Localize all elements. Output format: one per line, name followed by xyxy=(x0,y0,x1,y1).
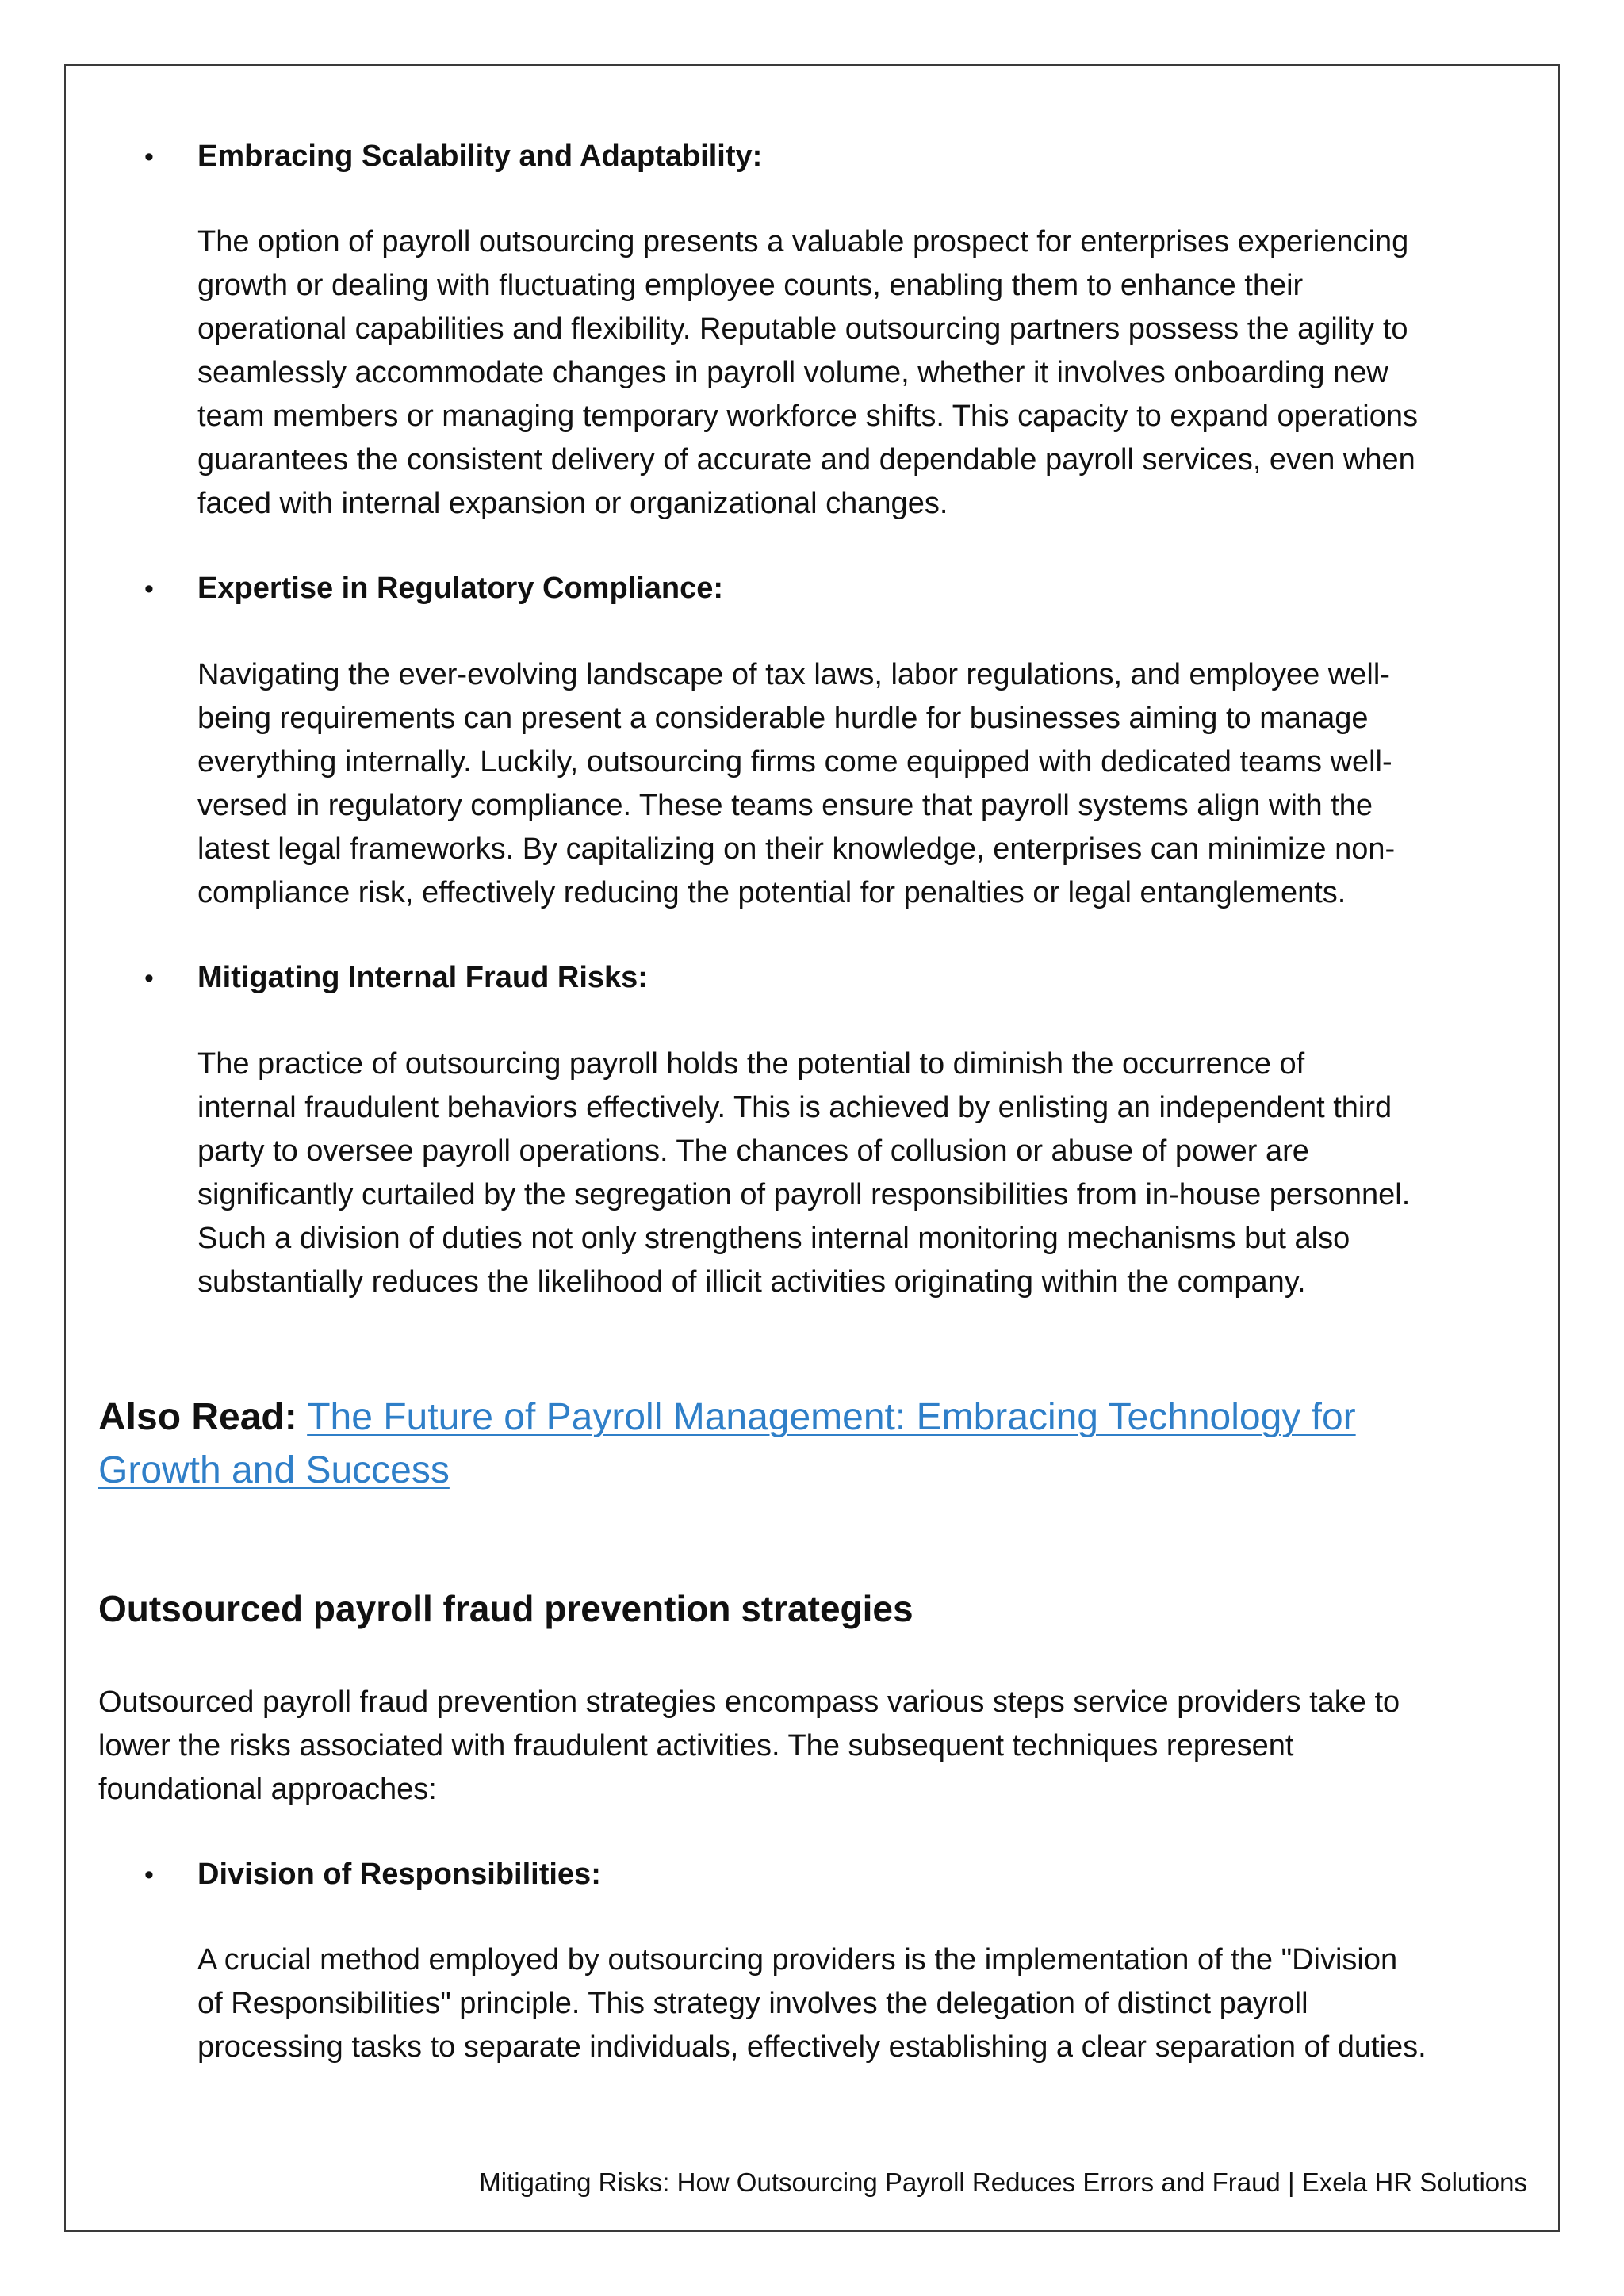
paragraph-compliance: Navigating the ever-evolving landscape of tax laws, labor regulations, and employee well- being requirements can present a considerable hurdle for businesses aiming to manage everything internally. Luckily, outsourcing firms come equipped with dedicated teams well- versed in regulatory compliance. These teams ensure that payroll systems align with the latest legal frameworks. By capitalizing on their knowledge, enterprises can minimize non- compliance risk, effectively reducing the potential for penalties or legal entanglements. xyxy=(197,658,1396,909)
bullet-scalability xyxy=(144,135,762,179)
bullet-fraud-risks xyxy=(144,956,648,1001)
paragraph-scalability: The option of payroll outsourcing presents a valuable prospect for enterprises experiencing growth or dealing with fluctuating employee counts, enabling them to enhance their operational capabilities and flexibility. Reputable outsourcing partners possess the agility to seamlessly accommodate changes in payroll volume, whether it involves onboarding new team members or managing temporary workforce shifts. This capacity to expand operations guarantees the consistent delivery of accurate and dependable payroll services, even when faced with internal expansion or organizational changes. xyxy=(197,225,1418,520)
also-read xyxy=(98,1391,1356,1497)
bullet-division xyxy=(144,1853,601,1897)
paragraph-division: A crucial method employed by outsourcing providers is the implementation of the "Division of Responsibilities" principle. This strategy involves the delegation of distinct payroll processing tasks to separate individuals, effectively establishing a clear separation of duties. xyxy=(197,1943,1427,2064)
also-read-link-continued[interactable]: Growth and Success xyxy=(98,1449,450,1491)
bullet-compliance xyxy=(144,567,723,611)
bullet-title: Mitigating Internal Fraud Risks: xyxy=(197,961,648,994)
paragraph-fraud-risks: The practice of outsourcing payroll holds the potential to diminish the occurrence of internal fraudulent behaviors effectively. This is achieved by enlisting an independent third party to oversee payroll operations. The chances of collusion or abuse of power are significantly curtailed by the segregation of payroll responsibilities from in-house personnel. Such a division of duties not only strengthens internal monitoring mechanisms but also substantially reduces the likelihood of illicit activities originating within the company. xyxy=(197,1047,1411,1299)
bullet-dot: • xyxy=(144,1860,154,1890)
bullet-title: Division of Responsibilities: xyxy=(197,1858,601,1891)
bullet-dot: • xyxy=(144,574,154,604)
bullet-dot: • xyxy=(144,142,154,172)
bullet-dot: • xyxy=(144,963,154,993)
intro-paragraph: Outsourced payroll fraud prevention strategies encompass various steps service providers take to lower the risks associated with fraudulent activities. The subsequent techniques represent foundational approaches: xyxy=(98,1686,1400,1806)
bullet-title: Expertise in Regulatory Compliance: xyxy=(197,572,724,605)
also-read-label: Also Read: xyxy=(98,1396,297,1438)
bullet-title: Embracing Scalability and Adaptability: xyxy=(197,140,763,173)
also-read-link[interactable]: The Future of Payroll Management: Embracing Technology for xyxy=(307,1396,1356,1438)
section-heading: Outsourced payroll fraud prevention strategies xyxy=(98,1588,914,1629)
page-footer: Mitigating Risks: How Outsourcing Payroll Reduces Errors and Fraud | Exela HR Solutions xyxy=(479,2168,1527,2197)
